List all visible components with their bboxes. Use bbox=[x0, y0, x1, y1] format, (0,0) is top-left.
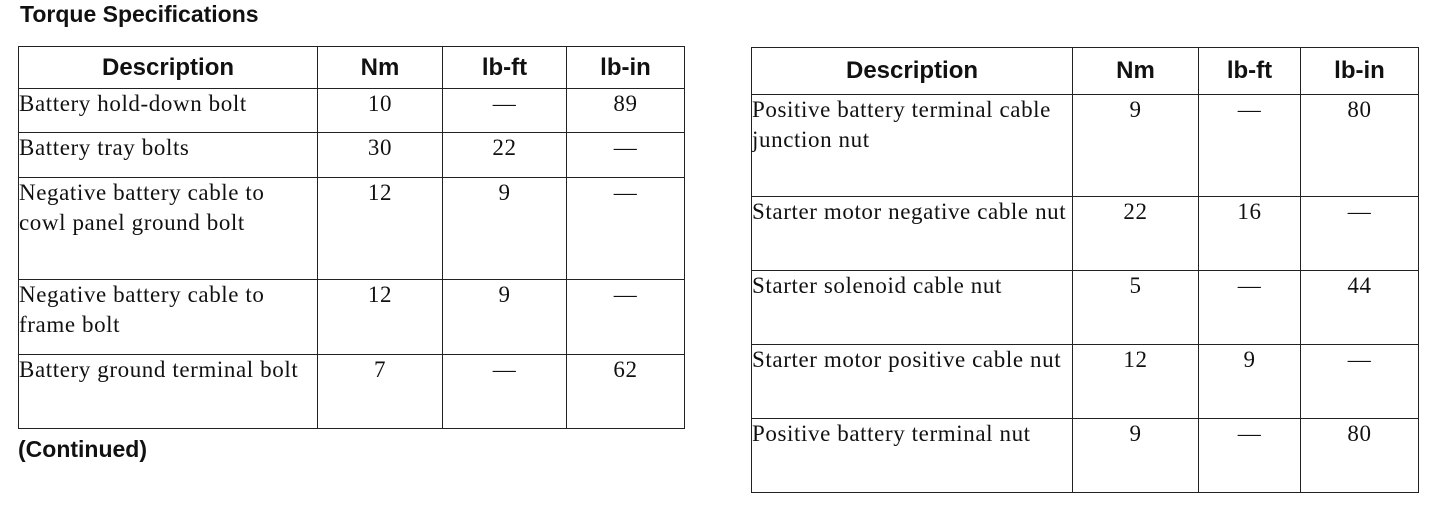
lbft-cell: — bbox=[1199, 419, 1301, 493]
column-header-lbin: lb-in bbox=[1301, 48, 1419, 95]
lbin-cell: 80 bbox=[1301, 95, 1419, 197]
description-cell: Battery ground terminal bolt bbox=[19, 355, 318, 429]
description-cell: Starter motor negative cable nut bbox=[752, 197, 1073, 271]
table-row bbox=[752, 95, 1419, 197]
table-row bbox=[19, 355, 685, 429]
lbin-cell: 44 bbox=[1301, 271, 1419, 345]
description-cell: Battery hold-down bolt bbox=[19, 89, 318, 133]
lbft-cell: 9 bbox=[1199, 345, 1301, 419]
table-row bbox=[752, 197, 1419, 271]
description-cell: Negative battery cable to frame bolt bbox=[19, 280, 318, 355]
lbft-cell: — bbox=[443, 355, 567, 429]
column-header-description: Description bbox=[752, 48, 1073, 95]
column-header-nm: Nm bbox=[318, 47, 443, 89]
lbin-cell: — bbox=[1301, 197, 1419, 271]
table-row bbox=[19, 89, 685, 133]
nm-cell: 9 bbox=[1073, 95, 1199, 197]
lbft-cell: 9 bbox=[443, 178, 567, 280]
nm-cell: 12 bbox=[1073, 345, 1199, 419]
table-row bbox=[752, 345, 1419, 419]
nm-cell: 9 bbox=[1073, 419, 1199, 493]
page-title: Torque Specifications bbox=[20, 1, 259, 27]
lbft-cell: — bbox=[1199, 95, 1301, 197]
nm-cell: 22 bbox=[1073, 197, 1199, 271]
table-header-row bbox=[752, 48, 1419, 95]
lbin-cell: 80 bbox=[1301, 419, 1419, 493]
lbin-cell: 62 bbox=[567, 355, 685, 429]
description-cell: Starter motor positive cable nut bbox=[752, 345, 1073, 419]
nm-cell: 12 bbox=[318, 280, 443, 355]
lbin-cell: — bbox=[567, 280, 685, 355]
torque-table-left bbox=[18, 46, 685, 429]
description-cell: Starter solenoid cable nut bbox=[752, 271, 1073, 345]
column-header-lbft: lb-ft bbox=[1199, 48, 1301, 95]
nm-cell: 12 bbox=[318, 178, 443, 280]
description-cell: Battery tray bolts bbox=[19, 133, 318, 178]
column-header-lbin: lb-in bbox=[567, 47, 685, 89]
lbin-cell: — bbox=[1301, 345, 1419, 419]
nm-cell: 10 bbox=[318, 89, 443, 133]
nm-cell: 5 bbox=[1073, 271, 1199, 345]
lbft-cell: — bbox=[443, 89, 567, 133]
lbft-cell: 22 bbox=[443, 133, 567, 178]
lbft-cell: 9 bbox=[443, 280, 567, 355]
description-cell: Positive battery terminal cable junction nut bbox=[752, 95, 1073, 197]
nm-cell: 7 bbox=[318, 355, 443, 429]
lbin-cell: — bbox=[567, 133, 685, 178]
description-cell: Positive battery terminal nut bbox=[752, 419, 1073, 493]
lbin-cell: 89 bbox=[567, 89, 685, 133]
lbft-cell: 16 bbox=[1199, 197, 1301, 271]
torque-table-right bbox=[751, 47, 1419, 493]
table-row bbox=[19, 280, 685, 355]
column-header-lbft: lb-ft bbox=[443, 47, 567, 89]
table-row bbox=[752, 419, 1419, 493]
continued-label: (Continued) bbox=[18, 436, 148, 462]
column-header-nm: Nm bbox=[1073, 48, 1199, 95]
nm-cell: 30 bbox=[318, 133, 443, 178]
lbft-cell: — bbox=[1199, 271, 1301, 345]
table-row bbox=[752, 271, 1419, 345]
table-header-row bbox=[19, 47, 685, 89]
table-row bbox=[19, 178, 685, 280]
lbin-cell: — bbox=[567, 178, 685, 280]
description-cell: Negative battery cable to cowl panel ground bolt bbox=[19, 178, 318, 280]
column-header-description: Description bbox=[19, 47, 318, 89]
table-row bbox=[19, 133, 685, 178]
